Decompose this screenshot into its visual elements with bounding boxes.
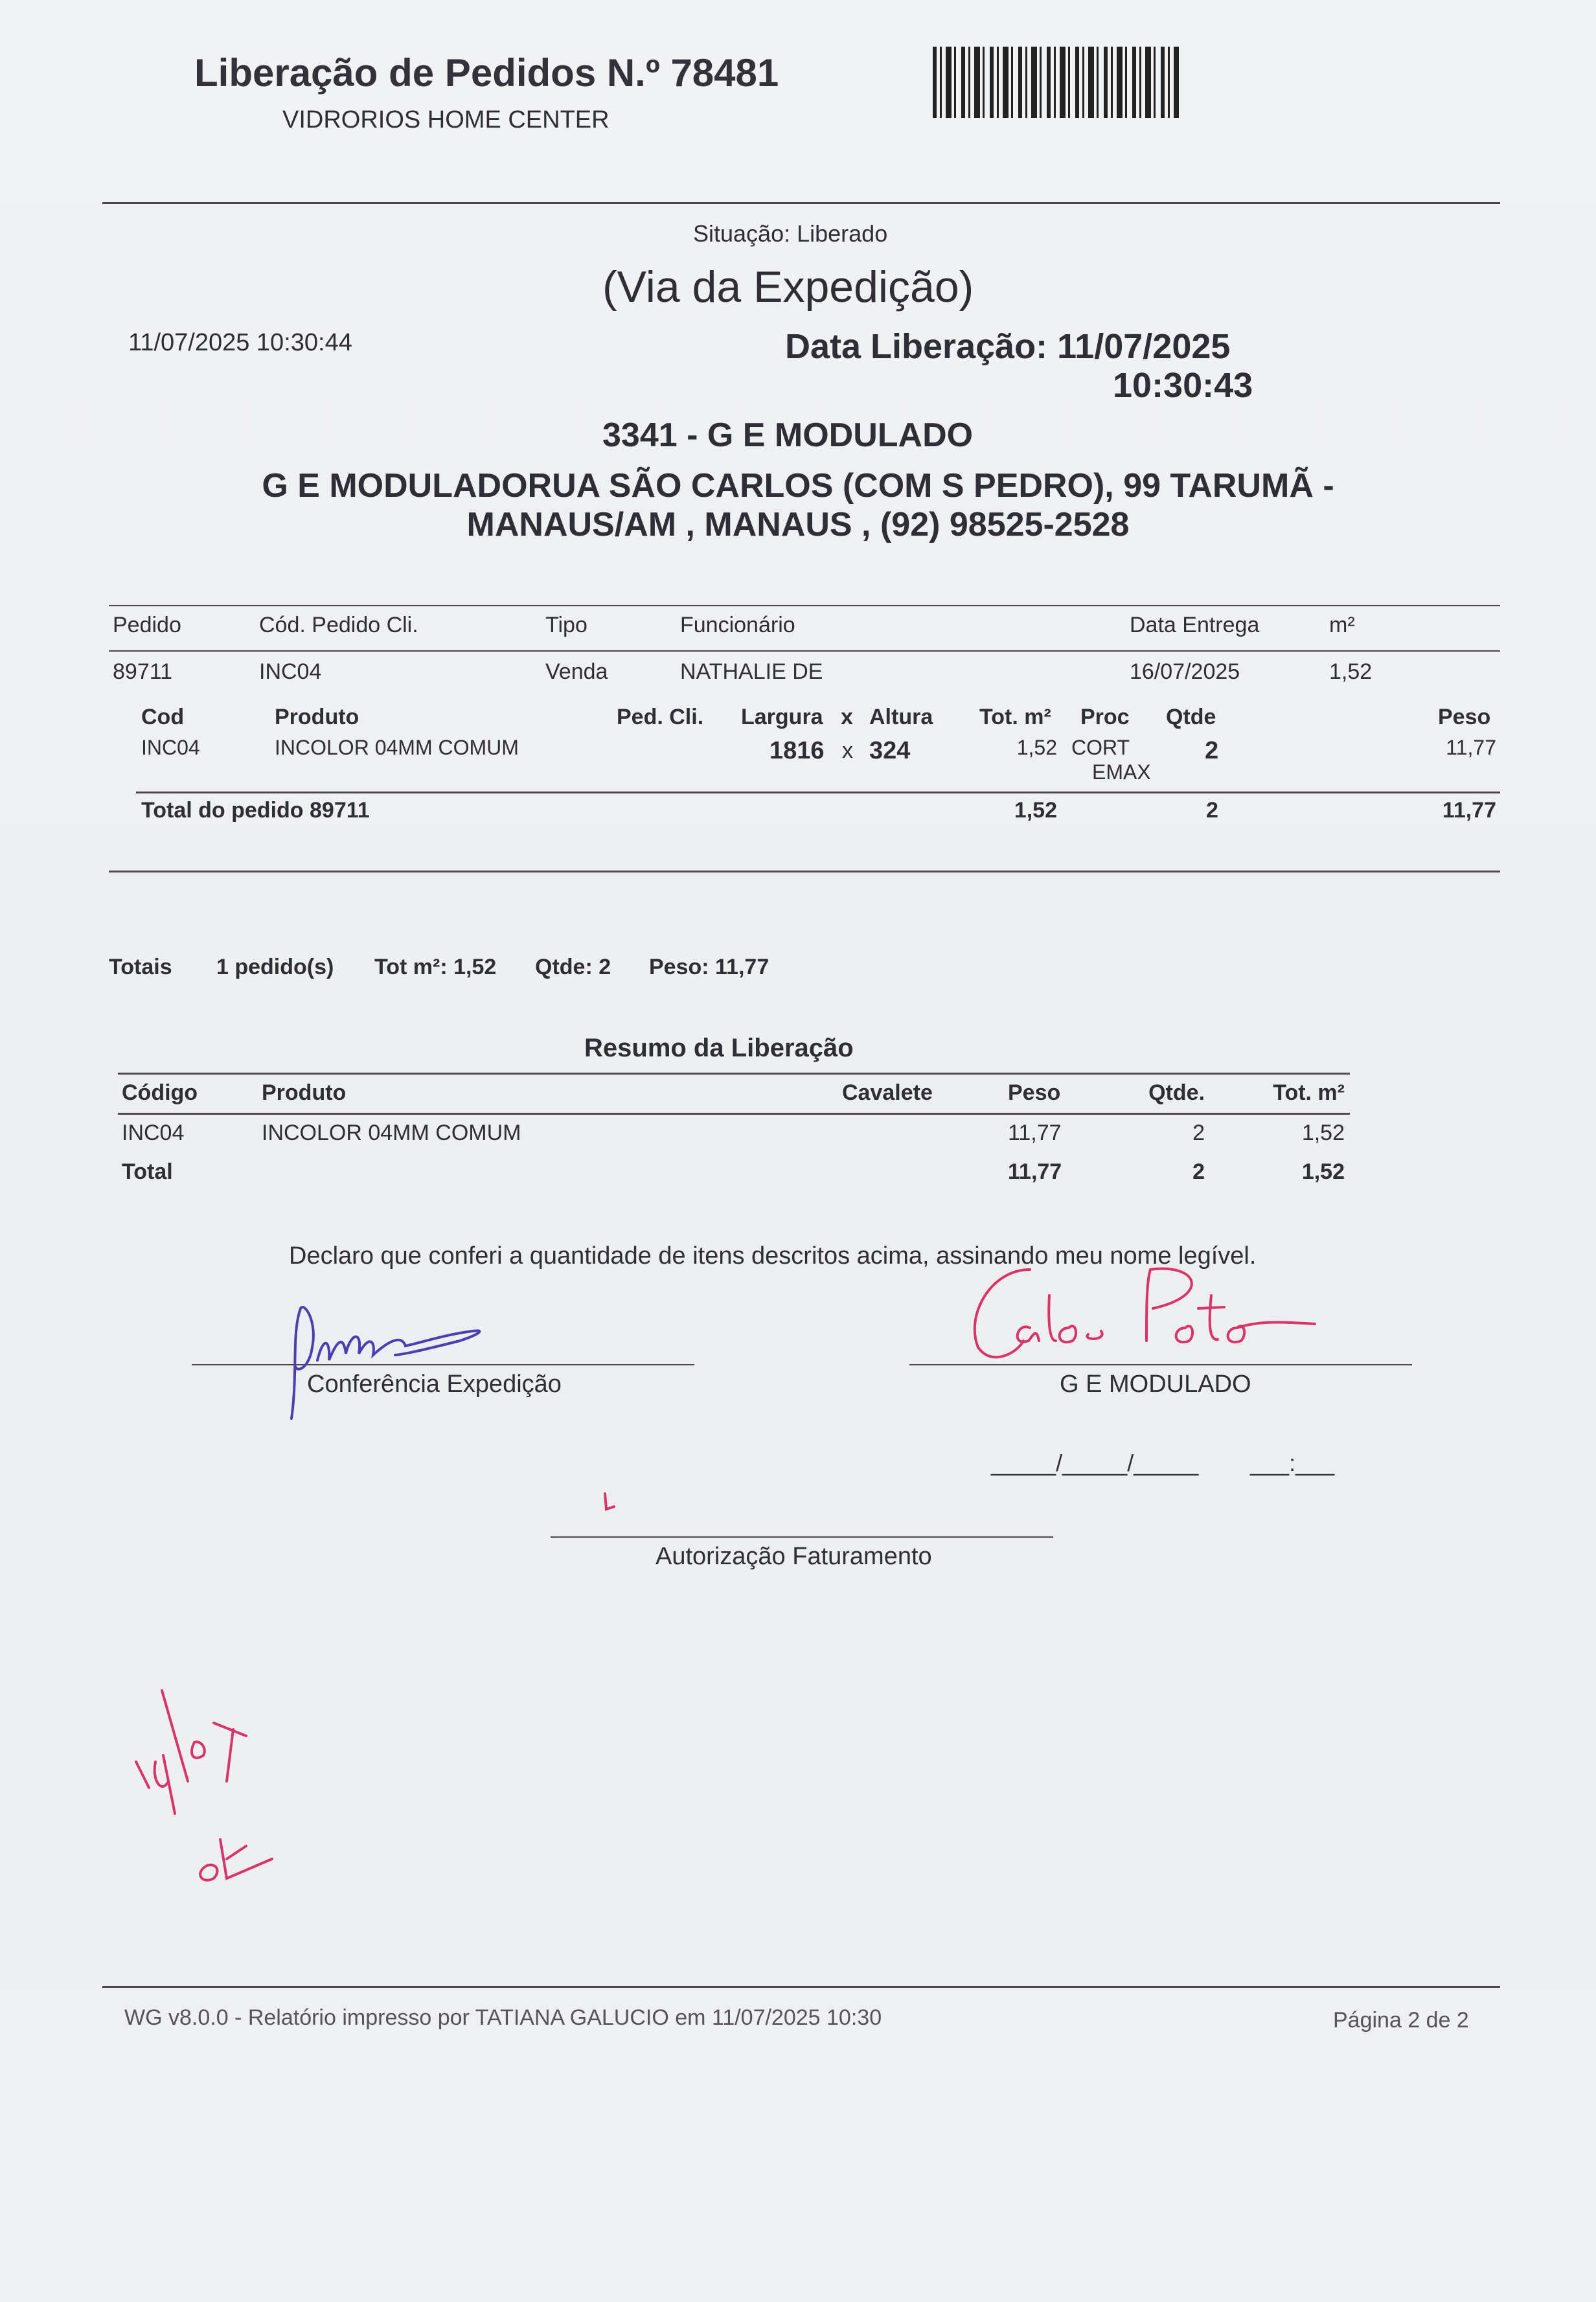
order-data-entrega-value: 16/07/2025	[1130, 659, 1240, 684]
item-x: x	[842, 738, 853, 763]
order-m2-value: 1,52	[1329, 659, 1373, 684]
col-cod-pedido-cli: Cód. Pedido Cli.	[259, 613, 418, 637]
col-m2: m²	[1329, 613, 1355, 637]
resumo-total-qtde: 2	[1192, 1159, 1205, 1184]
order-section-bottom-line	[109, 871, 1500, 872]
item-proc-1: CORT	[1071, 736, 1130, 759]
item-col-proc: Proc	[1080, 705, 1130, 729]
resumo-total-peso: 11,77	[1008, 1159, 1062, 1184]
item-qtde: 2	[1205, 737, 1219, 764]
client-address-line2: MANAUS/AM , MANAUS , (92) 98525-2528	[466, 506, 1130, 543]
item-peso: 11,77	[1446, 736, 1496, 759]
order-total-qtde: 2	[1206, 798, 1218, 823]
totais-pedidos: 1 pedido(s)	[216, 955, 334, 979]
item-largura: 1816	[770, 737, 825, 764]
via-text: (Via da Expedição)	[602, 262, 974, 312]
order-table-header-line	[109, 650, 1500, 652]
totais-peso: Peso: 11,77	[649, 955, 770, 979]
order-tipo-value: Venda	[545, 659, 608, 684]
order-pedido-value: 89711	[113, 659, 173, 684]
totais-m2: Tot m²: 1,52	[374, 955, 497, 979]
barcode	[933, 47, 1179, 118]
time-blank: ___:___	[1250, 1450, 1335, 1476]
footer-left: WG v8.0.0 - Relatório impresso por TATIANA GALUCIO em 11/07/2025 10:30	[124, 2005, 882, 2030]
totais-qtde: Qtde: 2	[535, 955, 611, 979]
resumo-col-qtde: Qtde.	[1148, 1080, 1205, 1105]
item-col-altura: Altura	[869, 705, 933, 729]
item-altura: 324	[869, 737, 911, 764]
order-total-peso: 11,77	[1442, 798, 1496, 823]
item-col-largura: Largura	[741, 705, 823, 729]
resumo-top-line	[118, 1073, 1350, 1075]
handwritten-date-note	[123, 1684, 317, 1891]
handwritten-signature-left	[279, 1295, 538, 1425]
item-proc-2: EMAX	[1092, 760, 1151, 784]
col-tipo: Tipo	[545, 613, 587, 637]
totais-label: Totais	[109, 955, 172, 979]
item-col-ped-cli: Ped. Cli.	[617, 705, 704, 729]
resumo-row-tot-m2: 1,52	[1301, 1121, 1345, 1145]
resumo-total-tot-m2: 1,52	[1301, 1159, 1345, 1184]
item-tot-m2: 1,52	[1016, 736, 1057, 759]
header-divider	[102, 202, 1500, 204]
data-liberacao: Data Liberação: 11/07/2025	[785, 327, 1231, 366]
item-col-x: x	[841, 705, 853, 729]
resumo-col-cavalete: Cavalete	[842, 1080, 933, 1105]
item-col-produto: Produto	[275, 705, 359, 729]
footer-line	[102, 1986, 1500, 1988]
item-col-qtde: Qtde	[1166, 705, 1216, 729]
col-pedido: Pedido	[113, 613, 181, 637]
item-col-cod: Cod	[141, 705, 185, 729]
printed-datetime: 11/07/2025 10:30:44	[128, 329, 352, 356]
date-blank: _____/_____/_____	[991, 1450, 1199, 1476]
page-title: Liberação de Pedidos N.º 78481	[194, 51, 779, 95]
client-code-name: 3341 - G E MODULADO	[602, 416, 974, 454]
item-produto: INCOLOR 04MM COMUM	[275, 736, 519, 759]
resumo-row-peso: 11,77	[1008, 1121, 1062, 1145]
resumo-col-peso: Peso	[1008, 1080, 1061, 1105]
data-liberacao-time: 10:30:43	[1113, 366, 1253, 405]
resumo-col-codigo: Código	[122, 1080, 198, 1105]
col-funcionario: Funcionário	[680, 613, 795, 637]
situacao-text: Situação: Liberado	[693, 220, 888, 247]
resumo-header-line	[118, 1113, 1350, 1115]
resumo-row-codigo: INC04	[122, 1121, 185, 1145]
order-table-top-line	[109, 605, 1500, 606]
client-address-line1: G E MODULADORUA SÃO CARLOS (COM S PEDRO), 99 TARUMÃ -	[262, 467, 1334, 505]
resumo-row-qtde: 2	[1192, 1121, 1205, 1145]
order-total-m2: 1,52	[1014, 798, 1057, 823]
resumo-col-tot-m2: Tot. m²	[1273, 1080, 1345, 1105]
order-funcionario-value: NATHALIE DE	[680, 659, 823, 684]
resumo-row-produto: INCOLOR 04MM COMUM	[262, 1121, 521, 1145]
item-cod: INC04	[141, 736, 200, 759]
item-col-tot-m2: Tot. m²	[979, 705, 1051, 729]
handwritten-tick-mark	[600, 1490, 619, 1516]
resumo-total-label: Total	[122, 1159, 173, 1184]
order-cod-cli-value: INC04	[259, 659, 322, 684]
footer-right: Página 2 de 2	[1333, 2008, 1469, 2033]
handwritten-signature-right	[952, 1257, 1328, 1380]
item-col-peso: Peso	[1438, 705, 1491, 729]
company-name: VIDRORIOS HOME CENTER	[282, 106, 610, 133]
auth-line	[551, 1536, 1053, 1538]
resumo-col-produto: Produto	[262, 1080, 347, 1105]
order-total-label: Total do pedido 89711	[141, 798, 370, 823]
signature-label-left: Conferência Expedição	[307, 1371, 562, 1398]
declaration-text: Declaro que conferi a quantidade de itens descritos acima, assinando meu nome legível.	[289, 1242, 1257, 1270]
col-data-entrega: Data Entrega	[1130, 613, 1260, 637]
auth-label: Autorização Faturamento	[656, 1543, 932, 1570]
item-total-line	[136, 792, 1500, 793]
signature-label-right: G E MODULADO	[1060, 1371, 1251, 1398]
resumo-title: Resumo da Liberação	[584, 1034, 854, 1062]
